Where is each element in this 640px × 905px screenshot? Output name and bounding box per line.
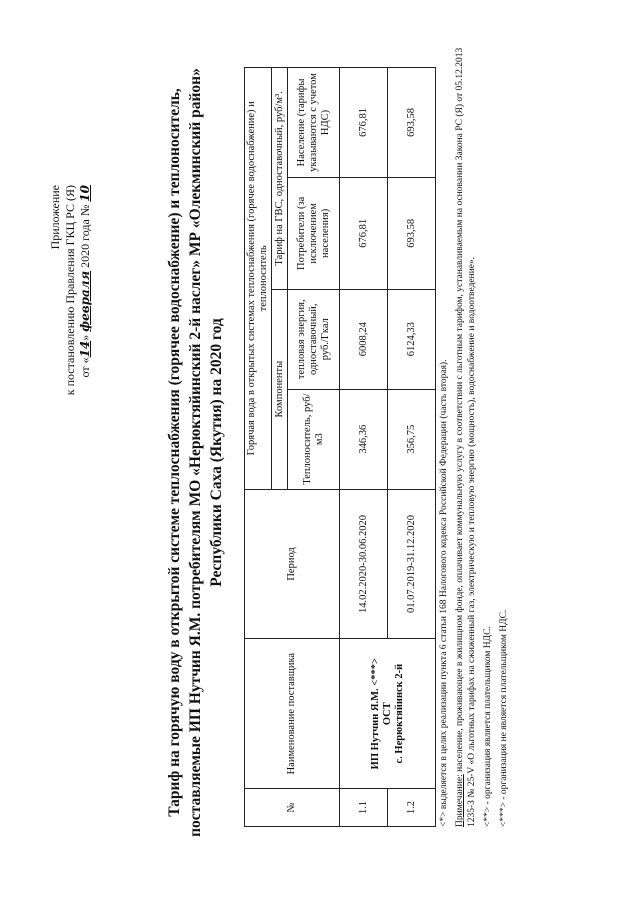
remark-text: население, проживающее в жилищном фонде, оплачивает коммунальную услугу в соответствии с льготным тарифом, устанавливаемым на основании Закона РС (Я) от 05.12.2013 1235-З № 25-V «О льготных тарифах на сжиженный газ, электрическую и тепловую энергию (мощность), водоснабжение и водоотведение». bbox=[455, 47, 477, 827]
resolution-number: 10 bbox=[78, 185, 92, 202]
header-group: Горячая вода в открытых системах теплоснабжения (горячее водоснабжение) и теплоноситель bbox=[245, 68, 272, 490]
row-period: 01.07.2019-31.12.2020 bbox=[388, 489, 436, 639]
header-coolant: Теплоноситель, руб/м3 bbox=[288, 389, 340, 489]
row-num: 1.2 bbox=[388, 789, 436, 827]
title-line-1: Тариф на горячую воду в открытой системе теплоснабжения (горячее водоснабжение) и теплоноситель, bbox=[166, 88, 183, 817]
remark-label: Примечание: bbox=[455, 774, 465, 827]
title-line-2: поставляемые ИП Нутчин Я.М. потребителям МО «Нерюктяйинский 2-й наслег» МР «Олекминский район» bbox=[187, 68, 204, 837]
row-heat: 6124,33 bbox=[388, 289, 436, 389]
header-population: Население (тарифы указываются с учетом НДС) bbox=[288, 68, 340, 178]
header-components: Компоненты bbox=[272, 289, 288, 489]
row-population: 676,81 bbox=[340, 68, 388, 178]
date-day: 14 bbox=[78, 340, 92, 358]
footnote-vat-nonpayer: <***> - организация не является плательщиком НДС. bbox=[499, 609, 509, 827]
footnote-vat-payer: <**> - организация является плательщиком НДС. bbox=[483, 626, 493, 827]
row-consumers: 693,58 bbox=[388, 177, 436, 289]
appendix-header bbox=[48, 185, 93, 485]
header-gvs-tariff: Тариф на ГВС, одноставочный, руб/м³. bbox=[272, 68, 288, 290]
row-num: 1.1 bbox=[340, 789, 388, 827]
appendix-label: Приложение bbox=[48, 185, 62, 250]
header-heat-energy: тепловая энергия, одноставочный, руб./Гкал bbox=[288, 289, 340, 389]
date-suffix: 2020 года № bbox=[78, 201, 92, 271]
row-population: 693,58 bbox=[388, 68, 436, 178]
document-title bbox=[164, 60, 227, 845]
table-row bbox=[340, 68, 388, 827]
row-heat: 6008,24 bbox=[340, 289, 388, 389]
row-period: 14.02.2020-30.06.2020 bbox=[340, 489, 388, 639]
date-mid: » bbox=[78, 331, 92, 341]
header-num: № bbox=[245, 789, 340, 827]
row-coolant: 346,36 bbox=[340, 389, 388, 489]
header-supplier: Наименование поставщика bbox=[245, 639, 340, 789]
footnote-remark bbox=[454, 47, 478, 827]
footnotes bbox=[438, 47, 514, 827]
supplier-place: с. Нерюктяйинск 2-й bbox=[393, 663, 405, 764]
title-line-3: Республики Саха (Якутия) на 2020 год bbox=[208, 318, 225, 587]
supplier-name: ИП Нутчин Я.М. <***> bbox=[369, 658, 381, 770]
footnote-vat: <*> выделяется в целях реализации пункта 6 статьи 168 Налогового кодекса Российской Федерации (часть вторая). bbox=[439, 359, 449, 827]
header-row-1 bbox=[245, 68, 272, 827]
row-coolant: 356,75 bbox=[388, 389, 436, 489]
date-month: февраля bbox=[78, 270, 92, 332]
appendix-date-line bbox=[78, 185, 93, 485]
supplier-type: ОСТ bbox=[381, 702, 393, 726]
tariff-table bbox=[244, 67, 436, 827]
supplier-cell bbox=[340, 639, 436, 789]
header-period: Период bbox=[245, 489, 340, 639]
appendix-resolution: к постановлению Правления ГКЦ РС (Я) bbox=[63, 185, 77, 396]
date-prefix: от « bbox=[78, 357, 92, 378]
header-consumers: Потребители (за исключением населения) bbox=[288, 177, 340, 289]
row-consumers: 676,81 bbox=[340, 177, 388, 289]
